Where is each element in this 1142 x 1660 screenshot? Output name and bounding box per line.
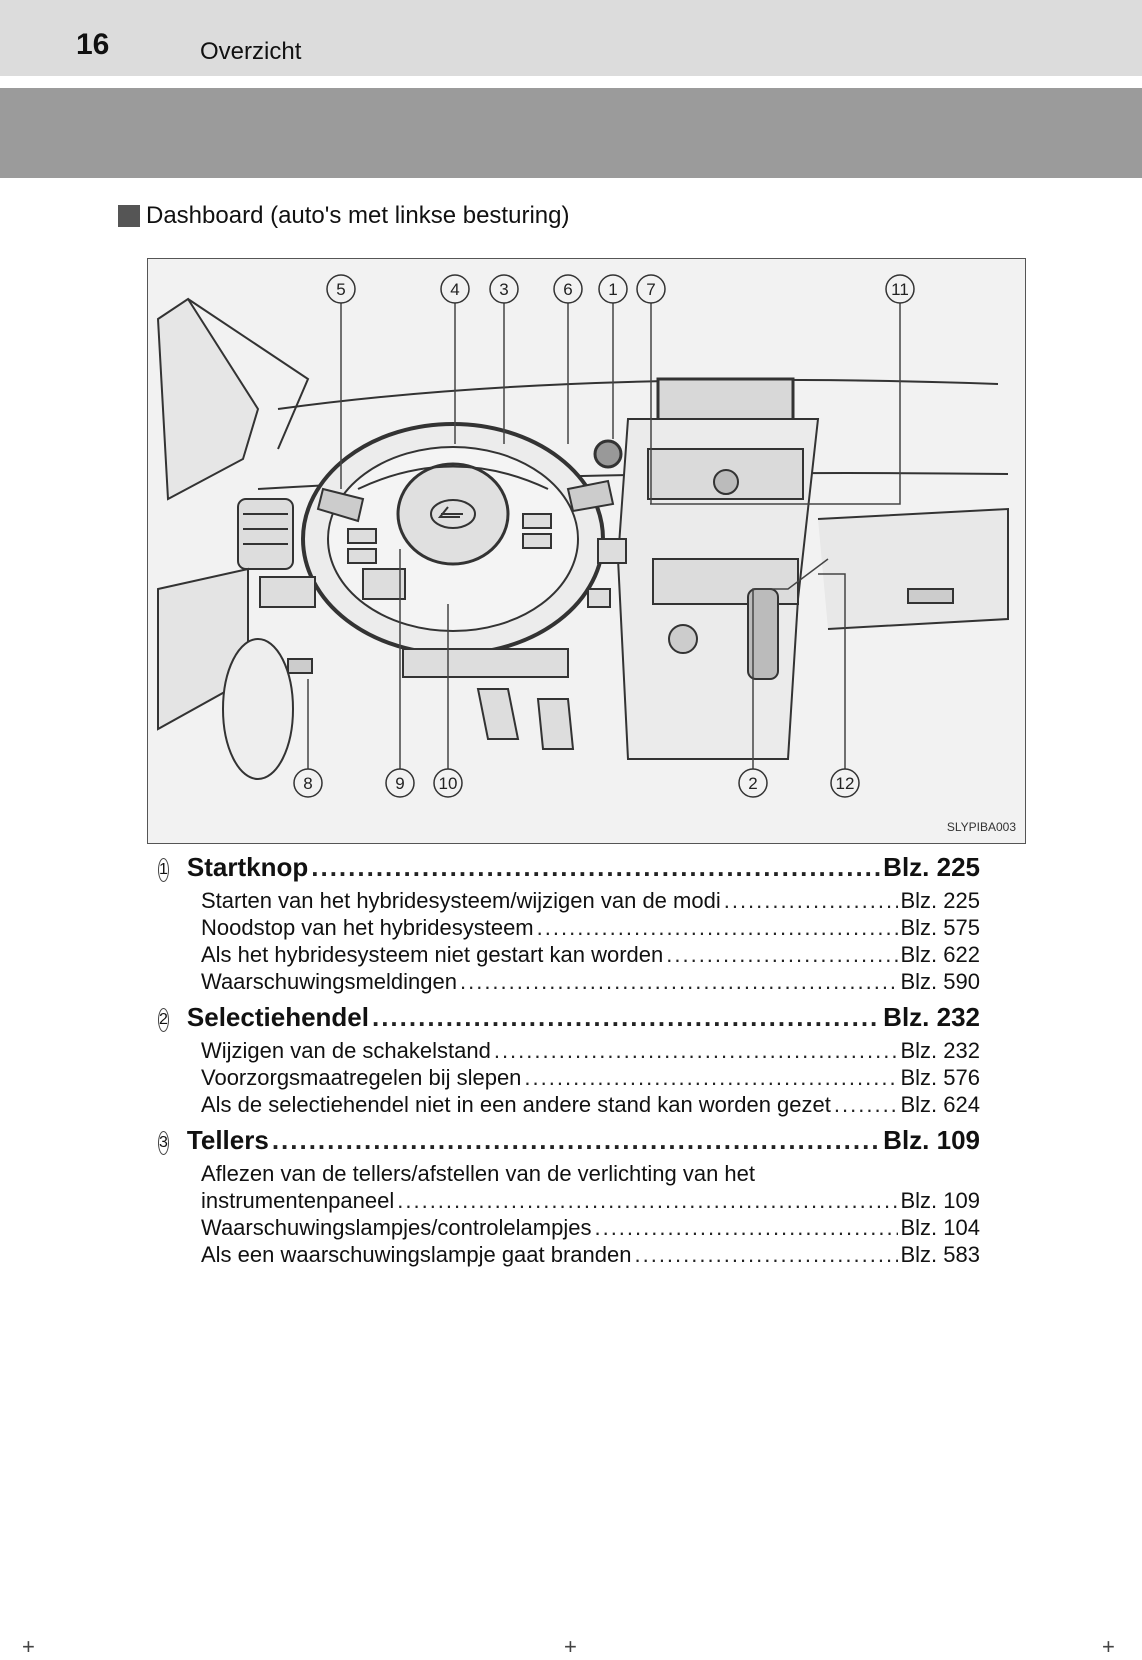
section-title: Dashboard (auto's met linkse besturing) — [146, 202, 570, 229]
callout-8 — [294, 769, 322, 797]
page-reference: Blz. 104 — [900, 1215, 980, 1240]
header-band — [0, 88, 1142, 178]
svg-text:10: 10 — [438, 774, 458, 793]
section-heading — [118, 202, 569, 230]
header-bar — [0, 0, 1142, 76]
page-reference: Blz. 583 — [900, 1242, 980, 1267]
sub-entry: Voorzorgsmaatregelen bij slepen ..... Blz. 576 — [158, 1065, 980, 1092]
page-reference: Blz. 232 — [900, 1038, 980, 1063]
item-number: 2 — [158, 1008, 169, 1032]
sub-entry: Noodstop van het hybridesysteem ..... Blz. 575 — [158, 915, 980, 942]
page-reference: Blz. 576 — [900, 1065, 980, 1090]
sub-entry: Waarschuwingsmeldingen ..... Blz. 590 — [158, 969, 980, 996]
list-item-1 — [158, 852, 980, 996]
list-item-heading — [158, 1002, 980, 1038]
list-item-heading — [158, 852, 980, 888]
item-title: Selectiehendel — [186, 1002, 369, 1032]
item-number: 1 — [158, 858, 169, 882]
item-list — [158, 852, 980, 1275]
page-reference: Blz. 109 — [883, 1125, 980, 1155]
item-number: 3 — [158, 1131, 169, 1155]
sub-entry: Waarschuwingslampjes/controlelampjes ..... Blz. 104 — [158, 1215, 980, 1242]
header-gap — [0, 76, 1142, 88]
crop-mark-icon: + — [564, 1634, 577, 1659]
page-reference: Blz. 575 — [900, 915, 980, 940]
crop-mark-icon: + — [1102, 1634, 1115, 1659]
callout-7 — [637, 275, 665, 303]
sub-entry: Starten van het hybridesysteem/wijzigen van de modi ..... Blz. 225 — [158, 888, 980, 915]
svg-text:5: 5 — [336, 280, 346, 299]
page-reference: Blz. 109 — [900, 1188, 980, 1213]
callout-6 — [554, 275, 582, 303]
callout-1 — [599, 275, 627, 303]
list-item-2 — [158, 1002, 980, 1119]
svg-text:2: 2 — [748, 774, 758, 793]
svg-text:6: 6 — [563, 280, 573, 299]
sub-entry: Als het hybridesysteem niet gestart kan worden ..... Blz. 622 — [158, 942, 980, 969]
callout-4 — [441, 275, 469, 303]
sub-entry: instrumentenpaneel ..... Blz. 109 — [158, 1188, 980, 1215]
sub-entry-text: Aflezen van de tellers/afstellen van de verlichting van het — [201, 1161, 755, 1186]
callout-3 — [490, 275, 518, 303]
item-title: Startknop — [186, 852, 309, 882]
svg-text:9: 9 — [395, 774, 405, 793]
figure-code: SLYPIBA003 — [946, 820, 1016, 834]
page-reference: Blz. 225 — [900, 888, 980, 913]
sub-entry: Wijzigen van de schakelstand ..... Blz. 232 — [158, 1038, 980, 1065]
svg-text:11: 11 — [891, 280, 909, 299]
chapter-title: Overzicht — [200, 38, 302, 65]
crop-mark-icon: + — [22, 1634, 35, 1659]
dashboard-drawing — [148, 259, 1025, 843]
sub-entry: Als een waarschuwingslampje gaat branden ..... Blz. 583 — [158, 1242, 980, 1269]
svg-text:1: 1 — [608, 280, 618, 299]
svg-text:4: 4 — [450, 280, 460, 299]
svg-text:7: 7 — [646, 280, 656, 299]
callout-11 — [886, 275, 914, 303]
callout-5 — [327, 275, 355, 303]
list-item-heading — [158, 1125, 980, 1161]
page-reference: Blz. 232 — [883, 1002, 980, 1032]
page-reference: Blz. 225 — [883, 852, 980, 882]
svg-text:12: 12 — [835, 774, 855, 793]
page-reference: Blz. 624 — [900, 1092, 980, 1117]
item-title: Tellers — [186, 1125, 269, 1155]
callout-12 — [831, 769, 859, 797]
section-square-icon — [118, 205, 140, 227]
page-reference: Blz. 590 — [900, 969, 980, 994]
callout-10 — [434, 769, 462, 797]
sub-entry: Als de selectiehendel niet in een andere stand kan worden gezet ..... Blz. 624 — [158, 1092, 980, 1119]
page-number: 16 — [76, 28, 110, 61]
callout-2 — [739, 769, 767, 797]
list-item-3 — [158, 1125, 980, 1269]
svg-text:8: 8 — [303, 774, 313, 793]
callout-9 — [386, 769, 414, 797]
page-reference: Blz. 622 — [900, 942, 980, 967]
svg-text:3: 3 — [499, 280, 509, 299]
dashboard-illustration — [147, 258, 1026, 844]
